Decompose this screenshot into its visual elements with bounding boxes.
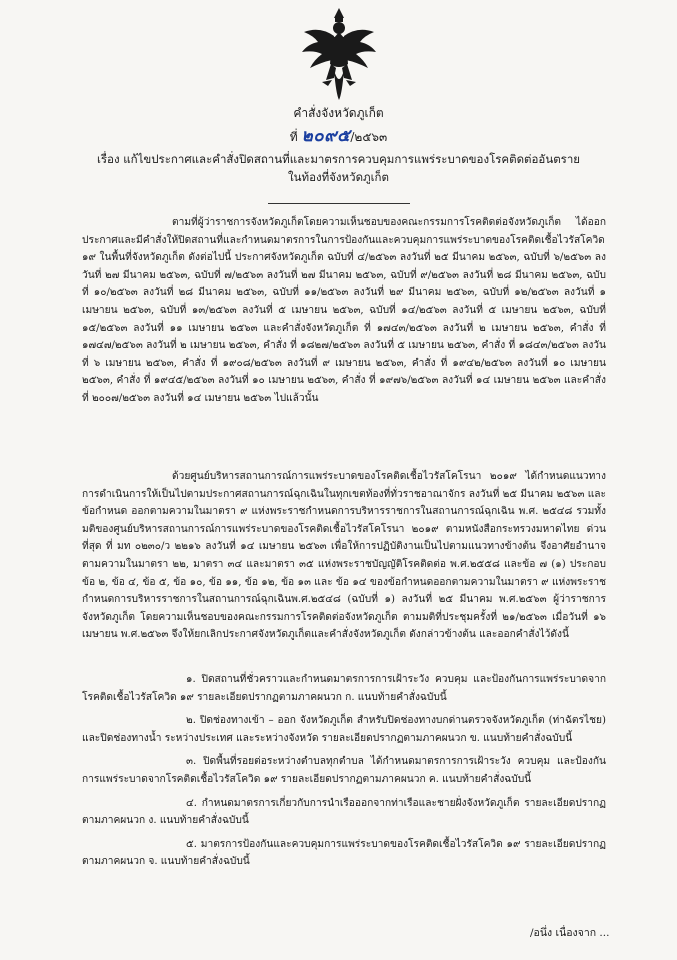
garuda-emblem-icon [298,8,380,104]
order-number-suffix: /๒๕๖๓ [350,130,388,144]
body-paragraph [82,468,606,644]
order-title: คำสั่งจังหวัดภูเก็ต [293,106,384,120]
subject [0,150,677,186]
order-item: ๕. มาตรการป้องกันและควบคุมการแพร่ระบาดของโรคติดเชื้อไวรัสโควิด ๑๙ รายละเอียดปรากฏตามภาคผนวก จ. แนบท้ายคำสั่งฉบับนี้ [82,838,606,868]
body-paragraph [82,214,606,408]
order-number [0,122,677,149]
order-item: ๔. กำหนดมาตรการเกี่ยวกับการนำเรือออกจากท่าเรือและชายฝั่งจังหวัดภูเก็ต รายละเอียดปรากฏตามภาคผนวก ง. แนบท้ายคำสั่งฉบับนี้ [82,797,606,827]
paragraph-text: ด้วยศูนย์บริหารสถานการณ์การแพร่ระบาดของโรคติดเชื้อไวรัสโคโรนา ๒๐๑๙ ได้กำหนดแนวทางการดำเนินการให้เป็นไปตามประกาศสถานการณ์ฉุกเฉินในทุกเขตท้องที่ทั่วราชอาณาจักร ลงวันที่ ๒๕ มีนาคม ๒๕๖๓ และข้อกำหนด ออกตามความในมาตรา ๙ แห่งพระราชกำหนดการบริหารราชการในสถานการณ์ฉุกเฉิน พ.ศ. ๒๕๔๘ รวมทั้งมติของศูนย์บริหารสถานการณ์การแพร่ระบาดของโรคติดเชื้อไวรัสโคโรนา ๒๐๑๙ ตามหนังสือกระทรวงมหาดไทย ด่วนที่สุด ที่ มท ๐๒๓๐/ว ๒๒๑๖ ลงวันที่ ๑๔ เมษายน ๒๕๖๓ เพื่อให้การปฏิบัติงานเป็นไปตามแนวทางข้างต้น จึงอาศัยอำนาจตามความในมาตรา ๒๒, มาตรา ๓๔ และมาตรา ๓๕ แห่งพระราชบัญญัติโรคติดต่อ พ.ศ.๒๕๕๘ และข้อ ๗ (๑) ประกอบข้อ ๒, ข้อ ๔, ข้อ ๕, ข้อ ๑๐, ข้อ ๑๑, ข้อ ๑๒, ข้อ ๑๓ และ ข้อ ๑๔ ของข้อกำหนดออกตามความในมาตรา ๙ แห่งพระราชกำหนดการบริหารราชการในสถานการณ์ฉุกเฉินพ.ศ.๒๕๔๘ (ฉบับที่ ๑) ลงวันที่ ๒๕ มีนาคม พ.ศ.๒๕๖๓ ผู้ว่าราชการจังหวัดภูเก็ต โดยความเห็นชอบของคณะกรรมการโรคติดต่อจังหวัดภูเก็ต ตามมติที่ประชุมครั้งที่ ๒๑/๒๕๖๓ เมื่อวันที่ ๑๖ เมษายน พ.ศ.๒๕๖๓ จึงให้ยกเลิกประกาศจังหวัดภูเก็ตและคำสั่งจังหวัดภูเก็ต ดังกล่าวข้างต้น และออกคำสั่งไว้ดังนี้ [82,471,606,641]
subject-line: ในท้องที่จังหวัดภูเก็ต [288,170,389,184]
divider [268,203,410,204]
order-items [82,671,606,877]
order-number-handwritten: ๒๐๙๕ [301,126,351,146]
order-item: ๑. ปิดสถานที่ชั่วคราวและกำหนดมาตรการการเฝ้าระวัง ควบคุม และป้องกันการแพร่ระบาดจากโรคติดเชื้อไวรัสโควิด ๑๙ รายละเอียดปรากฏตามภาคผนวก ก. แนบท้ายคำสั่งฉบับนี้ [82,674,606,703]
order-number-prefix: ที่ [289,130,298,144]
order-item: ๓. ปิดพื้นที่รอยต่อระหว่างตำบลทุกตำบล ได้กำหนดมาตรการการเฝ้าระวัง ควบคุม และป้องกันการแพร่ระบาดจากโรคติดเชื้อไวรัสโควิด ๑๙ รายละเอียดปรากฏตามภาคผนวก ค. แนบท้ายคำสั่งฉบับนี้ [82,756,606,785]
order-item: ๒. ปิดช่องทางเข้า – ออก จังหวัดภูเก็ต สำหรับปิดช่องทางบกด่านตรวจจังหวัดภูเก็ต (ท่าฉัตรไชย) และปิดช่องทางน้ำ ระหว่างประเทศ และระหว่างจังหวัด รายละเอียดปรากฏตามภาคผนวก ข. แนบท้ายคำสั่งฉบับนี้ [82,715,606,744]
subject-line: เรื่อง แก้ไขประกาศและคำสั่งปิดสถานที่และมาตรการควบคุมการแพร่ระบาดของโรคติดต่ออันตราย [96,152,581,166]
paragraph-text: ตามที่ผู้ว่าราชการจังหวัดภูเก็ตโดยความเห็นชอบของคณะกรรมการโรคติดต่อจังหวัดภูเก็ต ได้ออกประกาศและมีคำสั่งให้ปิดสถานที่และกำหนดมาตรการในการป้องกันและควบคุมการแพร่ระบาดของโรคติดเชื้อไวรัสโควิด ๑๙ ในพื้นที่จังหวัดภูเก็ต ดังต่อไปนี้ ประกาศจังหวัดภูเก็ต ฉบับที่ ๔/๒๕๖๓ ลงวันที่ ๒๕ มีนาคม ๒๕๖๓, ฉบับที่ ๖/๒๕๖๓ ลงวันที่ ๒๗ มีนาคม ๒๕๖๓, ฉบับที่ ๗/๒๕๖๓ ลงวันที่ ๒๗ มีนาคม ๒๕๖๓, ฉบับที่ ๙/๒๕๖๓ ลงวันที่ ๒๘ มีนาคม ๒๕๖๓, ฉบับที่ ๑๐/๒๕๖๓ ลงวันที่ ๒๘ มีนาคม ๒๕๖๓, ฉบับที่ ๑๑/๒๕๖๓ ลงวันที่ ๒๙ มีนาคม ๒๕๖๓, ฉบับที่ ๑๒/๒๕๖๓ ลงวันที่ ๑ เมษายน ๒๕๖๓, ฉบับที่ ๑๓/๒๕๖๓ ลงวันที่ ๕ เมษายน ๒๕๖๓, ฉบับที่ ๑๔/๒๕๖๓ ลงวันที่ ๕ เมษายน ๒๕๖๓, ฉบับที่ ๑๕/๒๕๖๓ ลงวันที่ ๑๑ เมษายน ๒๕๖๓ และคำสั่งจังหวัดภูเก็ต ที่ ๑๗๔๓/๒๕๖๓ ลงวันที่ ๒ เมษายน ๒๕๖๓, คำสั่ง ที่ ๑๗๔๗/๒๕๖๓ ลงวันที่ ๒ เมษายน ๒๕๖๓, คำสั่ง ที่ ๑๘๒๗/๒๕๖๓ ลงวันที่ ๕ เมษายน ๒๕๖๓, คำสั่ง ที่ ๑๘๔๓/๒๕๖๓ ลงวันที่ ๖ เมษายน ๒๕๖๓, คำสั่ง ที่ ๑๙๐๘/๒๕๖๓ ลงวันที่ ๙ เมษายน ๒๕๖๓, คำสั่ง ที่ ๑๙๔๒/๒๕๖๓ ลงวันที่ ๑๐ เมษายน ๒๕๖๓, คำสั่ง ที่ ๑๙๔๕/๒๕๖๓ ลงวันที่ ๑๐ เมษายน ๒๕๖๓, คำสั่ง ที่ ๑๙๗๖/๒๕๖๓ ลงวันที่ ๑๔ เมษายน ๒๕๖๓ และคำสั่ง ที่ ๒๐๐๗/๒๕๖๓ ลงวันที่ ๑๔ เมษายน ๒๕๖๓ ไปแล้วนั้น [82,217,606,404]
continuation-note: /อนึ่ง เนื่องจาก ... [530,927,610,939]
